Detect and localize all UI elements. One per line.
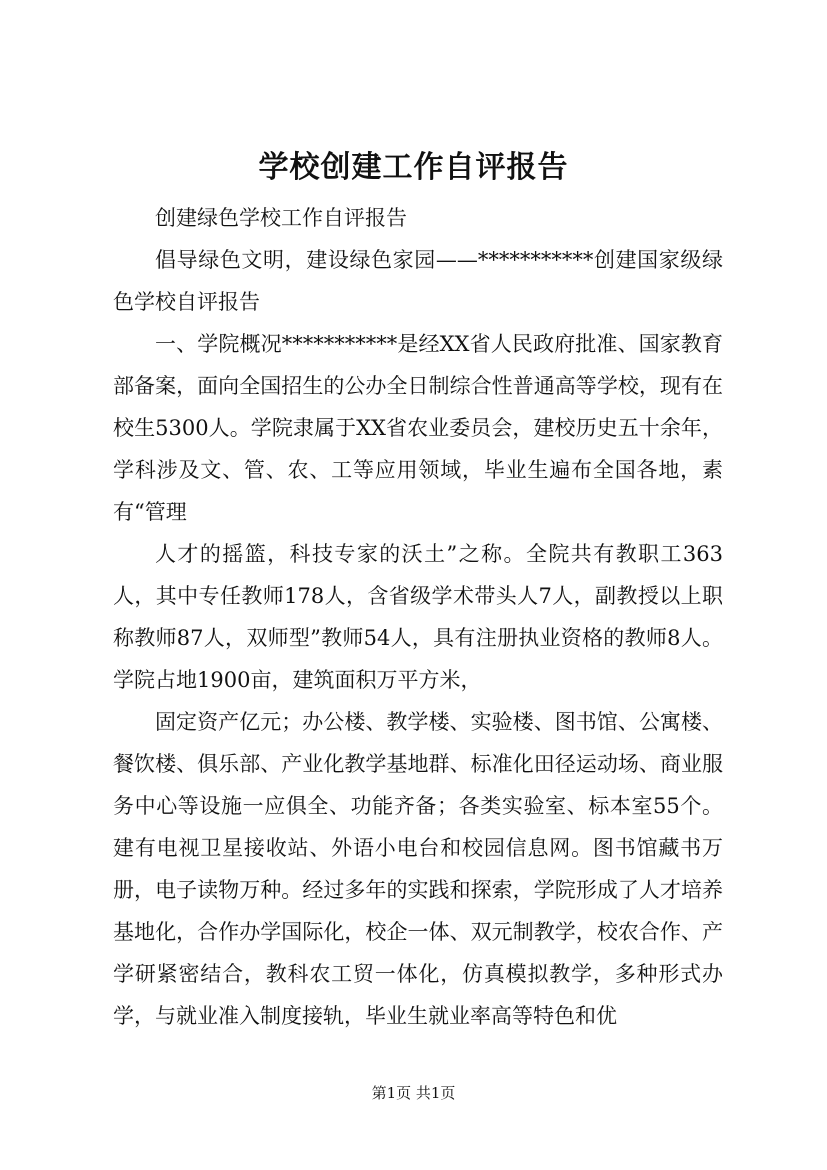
paragraph: 创建绿色学校工作自评报告 bbox=[155, 206, 407, 230]
paragraph: 人才的摇篮，科技专家的沃土”之称。全院共有教职工363人，其中专任教师178人，含省级学术带头人7人，副教授以上职称教师87人，双师型”教师54人，具有注册执业资格的教师8人。学院占地1900亩，建筑面积万平方米， bbox=[113, 542, 723, 692]
paragraph: 一、学院概况***********是经XX省人民政府批准、国家教育部备案，面向全国招生的公办全日制综合性普通高等学校，现有在校生5300人。学院隶属于XX省农业委员会，建校历史五十余年，学科涉及文、管、农、工等应用领域，毕业生遍布全国各地，素有“管理 bbox=[113, 332, 723, 524]
page-footer: 第1页 共1页 bbox=[371, 1084, 456, 1102]
paragraph: 倡导绿色文明，建设绿色家园——***********创建国家级绿色学校自评报告 bbox=[113, 248, 723, 314]
document-title: 学校创建工作自评报告 bbox=[258, 150, 569, 185]
paragraph: 固定资产亿元；办公楼、教学楼、实验楼、图书馆、公寓楼、餐饮楼、俱乐部、产业化教学基地群、标准化田径运动场、商业服务中心等设施一应俱全、功能齐备；各类实验室、标本室55个。建有电视卫星接收站、外语小电台和校园信息网。图书馆藏书万册，电子读物万种。经过多年的实践和探索，学院形成了人才培养基地化，合作办学国际化，校企一体、双元制教学，校农合作、产学研紧密结合，教科农工贸一体化，仿真模拟教学，多种形式办学，与就业准入制度接轨，毕业生就业率高等特色和优 bbox=[113, 710, 723, 1028]
document-body bbox=[113, 197, 723, 1037]
